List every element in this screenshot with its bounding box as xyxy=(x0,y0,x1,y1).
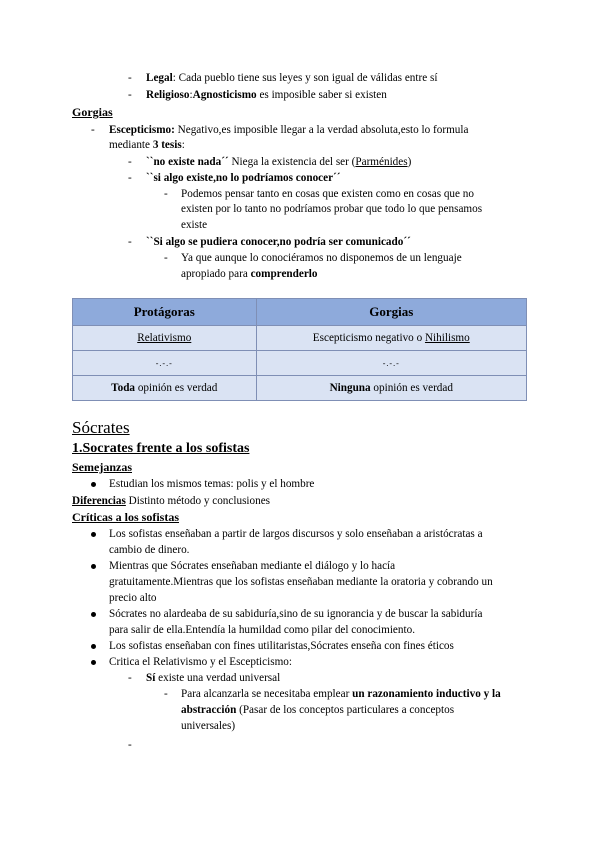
text: Escepticismo negativo o xyxy=(312,332,425,344)
comprenderlo-term: comprenderlo xyxy=(250,268,318,280)
bullet-dot xyxy=(91,644,96,649)
legal-text: : Cada pueblo tiene sus leyes y son igual de válidas entre sí xyxy=(172,72,438,84)
tesis2-sub-line1: Podemos pensar tanto en cosas que existen como en cosas que no xyxy=(181,188,474,200)
nihilismo-link[interactable]: Nihilismo xyxy=(424,332,470,344)
text: (Pasar de los conceptos particulares a conceptos xyxy=(236,704,455,716)
critica2-line3: precio alto xyxy=(109,592,157,604)
dash-bullet: - xyxy=(128,236,132,248)
tesis3-sub-line1: Ya que aunque lo conociéramos no disponemos de un lenguaje xyxy=(181,252,462,264)
semejanzas-item: Estudian los mismos temas: polis y el hombre xyxy=(109,478,315,490)
razonamiento-term: un razonamiento inductivo y la xyxy=(352,688,501,700)
alcanzarla-line2 xyxy=(181,703,454,717)
table-row xyxy=(73,326,527,351)
dash-bullet: - xyxy=(164,252,168,264)
dash-bullet: - xyxy=(91,124,95,136)
text: Para alcanzarla se necesitaba emplear xyxy=(181,688,353,700)
critica2-line1: Mientras que Sócrates enseñaban mediante el diálogo y lo hacía xyxy=(109,560,396,572)
table-row xyxy=(73,376,527,401)
religioso-term: Religioso xyxy=(146,89,190,101)
legal-line xyxy=(146,71,437,85)
tesis1-line xyxy=(146,155,411,169)
comparison-table xyxy=(72,298,527,401)
escepticismo-term: Escepticismo: xyxy=(109,124,175,136)
dash-bullet: - xyxy=(128,172,132,184)
socrates-title: Sócrates xyxy=(72,418,130,437)
si-term: Sí xyxy=(146,672,156,684)
critica3-line2: para salir de ella.Entendía la humildad como pilar del conocimiento. xyxy=(109,624,415,636)
diferencias-term: Diferencias xyxy=(72,495,126,507)
escepticismo-text: Negativo,es imposible llegar a la verdad absoluta,esto lo formula xyxy=(174,124,469,136)
tesis2-sub-line3: existe xyxy=(181,219,208,231)
toda-term: Toda xyxy=(111,382,136,394)
agnosticismo-term: Agnosticismo xyxy=(192,89,257,101)
text: opinión es verdad xyxy=(370,382,453,394)
dash-bullet: - xyxy=(164,188,168,200)
criticas-heading: Críticas a los sofistas xyxy=(72,510,179,524)
text: mediante xyxy=(109,139,153,151)
tesis1-text: Niega la existencia del ser ( xyxy=(228,156,356,168)
table-cell xyxy=(256,351,526,376)
header-gorgias: Gorgias xyxy=(256,299,526,326)
bullet-dot xyxy=(91,612,96,617)
dash-bullet: - xyxy=(128,156,132,168)
agnosticismo-text: es imposible saber si existen xyxy=(256,89,387,101)
dash-bullet: - xyxy=(128,672,132,684)
separator: : xyxy=(189,89,193,101)
table-row xyxy=(73,351,527,376)
header-protagoras: Protágoras xyxy=(73,299,257,326)
critica4: Los sofistas enseñaban con fines utilitaristas,Sócrates enseña con fines éticos xyxy=(109,640,454,652)
tesis1-title: ``no existe nada´´ xyxy=(146,156,229,168)
alcanzarla-line1 xyxy=(181,687,501,701)
tesis2-title: ``si algo existe,no lo podríamos conocer´´ xyxy=(146,172,341,184)
parmenides-link[interactable]: Parménides xyxy=(355,156,408,168)
relativismo-link[interactable]: Relativismo xyxy=(137,332,192,344)
semejanzas-heading: Semejanzas xyxy=(72,460,132,474)
escepticismo-line1 xyxy=(109,123,468,137)
legal-term: Legal xyxy=(146,72,173,84)
placeholder-text: -.-.- xyxy=(382,359,400,368)
escepticismo-line2 xyxy=(109,138,185,152)
dash-bullet: - xyxy=(128,72,132,84)
bullet-dot xyxy=(91,482,96,487)
tesis3-title: ``Si algo se pudiera conocer,no podría ser comunicado´´ xyxy=(146,236,411,248)
critica1-line1: Los sofistas enseñaban a partir de largos discursos y solo enseñaban a aristócratas a xyxy=(109,528,483,540)
dash-bullet: - xyxy=(128,739,132,751)
tesis-term: 3 tesis xyxy=(152,139,182,151)
abstraccion-term: abstracción xyxy=(181,704,237,716)
dash-bullet: - xyxy=(164,688,168,700)
verdad-universal-line xyxy=(146,671,280,685)
table-cell xyxy=(256,326,526,351)
critica1-line2: cambio de dinero. xyxy=(109,544,190,556)
bullet-dot xyxy=(91,564,96,569)
table-cell xyxy=(256,376,526,401)
diferencias-text: Distinto método y conclusiones xyxy=(125,495,271,507)
critica2-line2: gratuitamente.Mientras que los sofistas enseñaban mediante la oratoria y cobrando un xyxy=(109,576,493,588)
text: : xyxy=(181,139,185,151)
table-cell xyxy=(73,376,257,401)
dash-bullet: - xyxy=(128,89,132,101)
table-cell xyxy=(73,326,257,351)
diferencias-line xyxy=(72,494,270,508)
critica5: Critica el Relativismo y el Escepticismo: xyxy=(109,656,292,668)
critica3-line1: Sócrates no alardeaba de su sabiduría,sino de su ignorancia y de buscar la sabiduría xyxy=(109,608,483,620)
text: existe una verdad universal xyxy=(155,672,281,684)
table-cell xyxy=(73,351,257,376)
tesis2-sub-line2: existen por lo tanto no podríamos probar que todo lo que pensamos xyxy=(181,203,483,215)
tesis3-line xyxy=(146,235,411,249)
text: opinión es verdad xyxy=(135,382,218,394)
bullet-dot xyxy=(91,660,96,665)
table-header-row xyxy=(73,299,527,326)
tesis3-sub-line2 xyxy=(181,267,318,281)
section1-heading: 1.Socrates frente a los sofistas xyxy=(72,441,250,456)
text: apropiado para xyxy=(181,268,251,280)
gorgias-heading: Gorgias xyxy=(72,105,113,119)
text: ) xyxy=(407,156,412,168)
tesis2-line xyxy=(146,171,341,185)
placeholder-text: -.-.- xyxy=(155,359,173,368)
alcanzarla-line3: universales) xyxy=(181,720,236,732)
religioso-line xyxy=(146,88,387,102)
bullet-dot xyxy=(91,532,96,537)
ninguna-term: Ninguna xyxy=(329,382,371,394)
